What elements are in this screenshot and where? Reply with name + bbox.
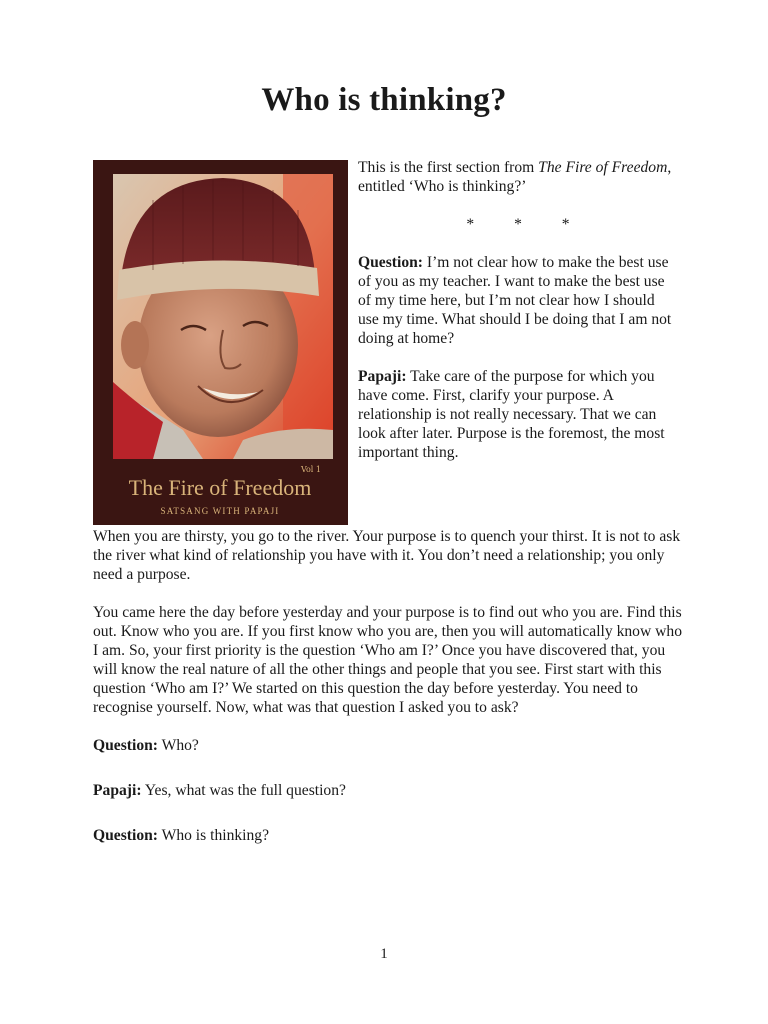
speaker-label: Question: — [93, 737, 158, 754]
dialogue-paragraph — [93, 826, 683, 845]
intro-book-title: The Fire of Freedom — [538, 159, 668, 176]
body-paragraph: You came here the day before yesterday and your purpose is to find out who you are. Find this out. Know who you are. If you first know who you are, then you will automatically know who I am. So, your first priority is the question ‘Who am I?’ Once you have discovered that, you will know the real nature of all the other things and people that you see. First start with this question ‘Who am I?’ We started on this question the day before yesterday. You need to recognise yourself. Now, what was that question I asked you to ask? — [93, 604, 682, 716]
dialogue-text: Who? — [157, 737, 199, 754]
dialogue-paragraph — [93, 736, 683, 755]
speaker-label: Question: — [93, 827, 158, 844]
section-separator: * * * — [466, 216, 588, 233]
speaker-label: Papaji: — [358, 368, 407, 385]
dialogue-text: Take care of the purpose for which you have come. First, clarify your purpose. A relationship is not really necessary. That we can look after later. Purpose is the foremost, the most important thing. — [358, 368, 665, 461]
dialogue-text: Who is thinking? — [157, 827, 270, 844]
page-number: 1 — [380, 946, 388, 962]
dialogue-paragraph — [358, 253, 678, 348]
speaker-label: Papaji: — [93, 782, 142, 799]
intro-paragraph: This is the first section from The Fire of Freedom, entitled ‘Who is thinking?’ — [358, 159, 672, 195]
dialogue-paragraph — [93, 781, 683, 800]
cover-subtitle: Satsang with Papaji — [160, 506, 280, 516]
intro-column — [358, 158, 678, 481]
page-title: Who is thinking? — [261, 82, 507, 118]
dialogue-text: I’m not clear how to make the best use of you as my teacher. I want to make the best use of my time here, but I’m not clear how I should use my time. What should I be doing that I am not doing at home? — [358, 254, 672, 347]
body-text — [93, 527, 683, 864]
dialogue-text: Yes, what was the full question? — [141, 782, 346, 799]
cover-book-title: The Fire of Freedom — [128, 475, 312, 500]
book-cover-image — [93, 160, 348, 525]
dialogue-paragraph — [358, 367, 678, 462]
speaker-label: Question: — [358, 254, 423, 271]
body-paragraph: When you are thirsty, you go to the river. Your purpose is to quench your thirst. It is not to ask the river what kind of relationship you have with it. You don’t need a relationship; you only need a purpose. — [93, 528, 681, 583]
cover-series-label: Vol 1 — [300, 465, 321, 474]
